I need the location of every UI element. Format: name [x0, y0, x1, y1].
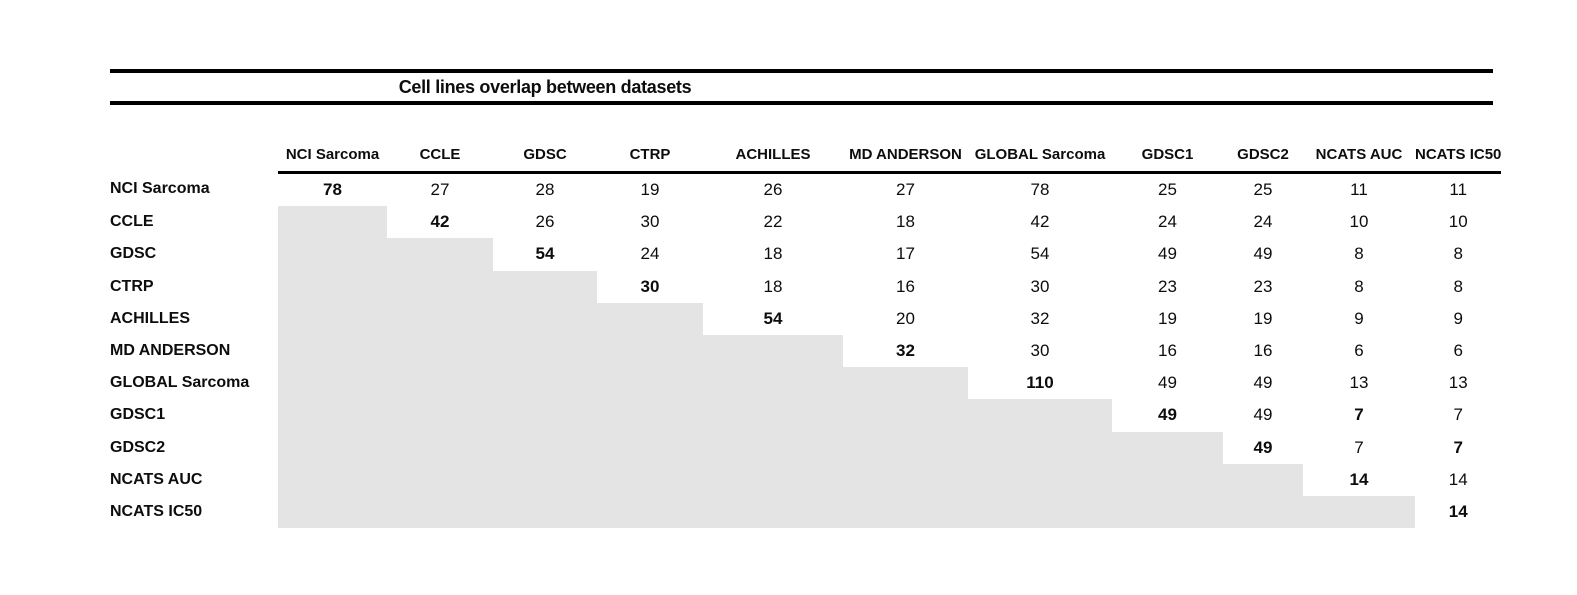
table-cell [387, 303, 493, 335]
table-cell [278, 206, 387, 238]
column-header: GDSC1 [1112, 132, 1223, 173]
table-cell: 9 [1354, 308, 1364, 328]
row-header: CTRP [110, 277, 154, 295]
table-cell [703, 496, 843, 528]
overlap-table [110, 132, 1501, 528]
table-cell [968, 399, 1112, 431]
table-cell: 13 [1349, 373, 1369, 393]
column-header: MD ANDERSON [843, 132, 968, 173]
row-header: NCATS AUC [110, 470, 203, 488]
row-header: GDSC [110, 245, 157, 263]
table-cell: 13 [1448, 373, 1468, 393]
table-cell: 23 [1158, 276, 1177, 296]
table-cell [493, 271, 597, 303]
table-cell: 26 [763, 180, 783, 200]
table-cell [843, 464, 968, 496]
table-cell: 54 [763, 308, 783, 328]
table-cell: 110 [1026, 373, 1054, 393]
table-cell: 19 [1253, 308, 1273, 328]
table-cell: 54 [535, 244, 555, 264]
table-row [110, 496, 1501, 528]
table-cell: 14 [1349, 469, 1369, 489]
table-cell [1223, 496, 1303, 528]
table-cell [278, 367, 387, 399]
table-cell: 28 [535, 180, 555, 200]
table-cell: 9 [1453, 308, 1463, 328]
table-cell: 42 [430, 212, 450, 232]
table-cell: 24 [640, 244, 660, 264]
header-row [110, 132, 1501, 173]
row-header: GDSC1 [110, 406, 166, 424]
table-cell: 27 [896, 180, 915, 200]
table-cell: 16 [1158, 341, 1177, 361]
column-header: ACHILLES [703, 132, 843, 173]
table-corner [110, 132, 278, 173]
table-cell [387, 367, 493, 399]
table-cell [1223, 464, 1303, 496]
table-cell [278, 496, 387, 528]
table-row [110, 335, 1501, 367]
table-cell: 42 [1030, 212, 1050, 232]
table-cell: 30 [1030, 341, 1050, 361]
table-cell [703, 464, 843, 496]
table-cell: 49 [1253, 437, 1273, 457]
table-cell [493, 496, 597, 528]
table-row [110, 399, 1501, 431]
table-cell [597, 399, 703, 431]
column-header: CTRP [597, 132, 703, 173]
table-cell [387, 335, 493, 367]
table-row [110, 432, 1501, 464]
table-cell [597, 464, 703, 496]
table-cell [968, 464, 1112, 496]
table-cell [278, 238, 387, 270]
table-cell [387, 432, 493, 464]
table-row [110, 303, 1501, 335]
row-header: NCATS IC50 [110, 502, 203, 520]
row-header: GDSC2 [110, 438, 166, 456]
table-cell [387, 464, 493, 496]
table-row [110, 367, 1501, 399]
table-cell: 49 [1158, 405, 1177, 425]
table-cell [493, 399, 597, 431]
table-cell: 27 [430, 180, 450, 200]
table-cell [278, 303, 387, 335]
table-cell [703, 399, 843, 431]
table-cell: 25 [1253, 180, 1273, 200]
table-cell [843, 432, 968, 464]
table-cell [703, 335, 843, 367]
table-cell: 7 [1354, 405, 1364, 425]
table-cell [597, 335, 703, 367]
table-cell: 7 [1453, 437, 1463, 457]
table-cell: 8 [1354, 276, 1364, 296]
table-head [110, 132, 1501, 173]
table-cell: 14 [1448, 469, 1468, 489]
table-cell [278, 432, 387, 464]
table-cell [278, 464, 387, 496]
table-cell: 19 [1158, 308, 1177, 328]
table-cell: 8 [1453, 244, 1463, 264]
column-header: GDSC2 [1223, 132, 1303, 173]
table-cell: 7 [1453, 405, 1463, 425]
table-cell: 32 [896, 341, 915, 361]
table-cell [968, 496, 1112, 528]
title-bottom-rule [110, 101, 1493, 105]
table-body [110, 173, 1501, 529]
table-cell: 22 [763, 212, 783, 232]
row-header: GLOBAL Sarcoma [110, 374, 250, 392]
table-cell [387, 238, 493, 270]
table-cell: 6 [1453, 341, 1463, 361]
table-cell [597, 432, 703, 464]
table-cell: 18 [896, 212, 915, 232]
table-cell: 30 [1030, 276, 1050, 296]
table-cell: 49 [1253, 244, 1273, 264]
table-cell [278, 271, 387, 303]
table-cell: 11 [1350, 180, 1368, 200]
column-header: GDSC [493, 132, 597, 173]
table-cell: 49 [1253, 373, 1273, 393]
table-cell: 11 [1449, 180, 1468, 200]
column-header: NCATS IC50 [1415, 132, 1501, 173]
row-header: CCLE [110, 213, 154, 231]
table-cell: 6 [1354, 341, 1364, 361]
table-cell [597, 496, 703, 528]
table-cell [843, 367, 968, 399]
table-cell: 7 [1354, 437, 1364, 457]
row-header: NCI Sarcoma [110, 180, 210, 198]
table-row [110, 271, 1501, 303]
table-cell: 54 [1030, 244, 1050, 264]
table-cell [597, 303, 703, 335]
table-cell: 24 [1158, 212, 1177, 232]
table-cell: 10 [1349, 212, 1369, 232]
table-cell: 49 [1158, 244, 1177, 264]
table-cell [703, 432, 843, 464]
table-cell [597, 367, 703, 399]
row-header: MD ANDERSON [110, 342, 231, 360]
table-cell: 18 [763, 276, 783, 296]
table-cell: 32 [1030, 308, 1050, 328]
table-cell: 30 [640, 212, 660, 232]
table-cell [278, 335, 387, 367]
column-header: NCI Sarcoma [278, 132, 387, 173]
table-row [110, 464, 1501, 496]
table-row [110, 206, 1501, 238]
top-rule [110, 69, 1493, 73]
table-cell: 24 [1253, 212, 1273, 232]
table-cell: 10 [1448, 212, 1468, 232]
table-cell: 78 [1030, 180, 1050, 200]
table-cell: 18 [763, 244, 783, 264]
row-header: ACHILLES [110, 309, 190, 327]
table-cell [493, 335, 597, 367]
column-header: GLOBAL Sarcoma [968, 132, 1112, 173]
table-cell [278, 399, 387, 431]
table-title: Cell lines overlap between datasets [398, 77, 692, 97]
table-cell: 23 [1253, 276, 1273, 296]
table-cell: 16 [1253, 341, 1273, 361]
table-cell: 49 [1253, 405, 1273, 425]
table-cell [387, 496, 493, 528]
table-cell: 8 [1354, 244, 1364, 264]
table-cell: 8 [1453, 276, 1463, 296]
table-cell [493, 432, 597, 464]
table-cell [843, 399, 968, 431]
table-cell [387, 399, 493, 431]
table-cell: 49 [1158, 373, 1177, 393]
table-cell: 26 [535, 212, 555, 232]
table-cell [1112, 464, 1223, 496]
table-cell [1303, 496, 1415, 528]
table-cell: 25 [1158, 180, 1177, 200]
table-cell: 78 [323, 180, 342, 200]
table-cell: 20 [896, 308, 915, 328]
table-cell [843, 496, 968, 528]
table-cell: 17 [896, 244, 915, 264]
table-cell: 30 [640, 276, 660, 296]
table-cell [703, 367, 843, 399]
table-cell [968, 432, 1112, 464]
table-cell [493, 303, 597, 335]
table-cell: 16 [896, 276, 915, 296]
table-row [110, 173, 1501, 207]
table-cell: 14 [1448, 501, 1468, 521]
table-cell [1112, 496, 1223, 528]
column-header: NCATS AUC [1303, 132, 1415, 173]
table-cell [493, 464, 597, 496]
table-row [110, 238, 1501, 270]
table-cell [1112, 432, 1223, 464]
table-cell [387, 271, 493, 303]
column-header: CCLE [387, 132, 493, 173]
table-cell [493, 367, 597, 399]
table-cell: 19 [640, 180, 660, 200]
